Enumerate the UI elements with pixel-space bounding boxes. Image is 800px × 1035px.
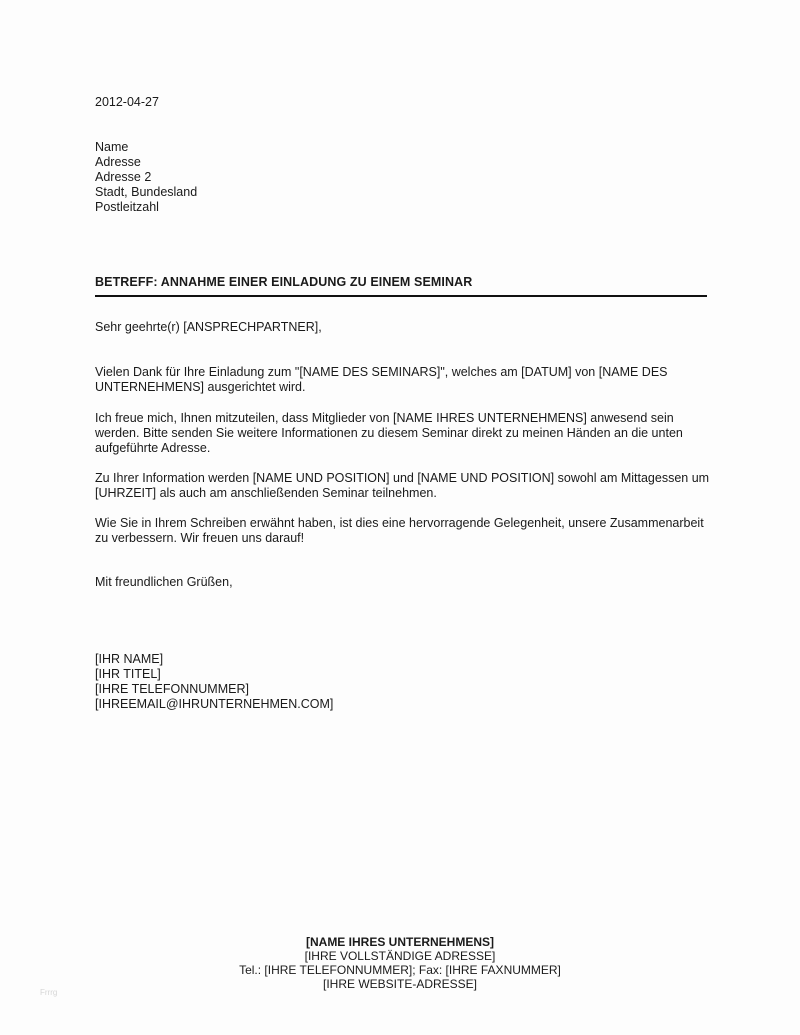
recipient-address2: Adresse 2 [95, 170, 152, 184]
signature-title: [IHR TITEL] [95, 667, 161, 681]
signature-email: [IHREEMAIL@IHRUNTERNEHMEN.COM] [95, 697, 334, 711]
subject-line: BETREFF: ANNAHME EINER EINLADUNG ZU EINEM SEMINAR [95, 275, 473, 289]
signature-phone: [IHRE TELEFONNUMMER] [95, 682, 249, 696]
body-paragraph: Ich freue mich, Ihnen mitzuteilen, dass Mitglieder von [NAME IHRES UNTERNEHMENS] anwesend sein werden. Bitte senden Sie weitere Informationen zu diesem Seminar direkt zu meinen Händen an die unten aufgeführte Adresse. [95, 411, 683, 455]
recipient-postal-code: Postleitzahl [95, 200, 159, 214]
salutation: Sehr geehrte(r) [ANSPRECHPARTNER], [95, 320, 322, 334]
letter-date: 2012-04-27 [95, 95, 159, 109]
signature-name: [IHR NAME] [95, 652, 164, 666]
footer-contact: Tel.: [IHRE TELEFONNUMMER]; Fax: [IHRE FAXNUMMER] [239, 963, 561, 977]
letterhead-footer [0, 935, 800, 991]
footer-website: [IHRE WEBSITE-ADRESSE] [322, 977, 478, 991]
watermark: Frrrg [40, 988, 58, 997]
body-paragraph: Zu Ihrer Information werden [NAME UND POSITION] und [NAME UND POSITION] sowohl am Mittagessen um [UHRZEIT] als auch am anschließenden Seminar teilnehmen. [95, 471, 710, 500]
recipient-city-state: Stadt, Bundesland [95, 185, 198, 199]
footer-address: [IHRE VOLLSTÄNDIGE ADRESSE] [304, 949, 496, 963]
recipient-address-block [95, 140, 197, 215]
recipient-name: Name [95, 140, 129, 154]
subject-divider [95, 295, 707, 297]
signature-block [95, 652, 333, 712]
recipient-address: Adresse [95, 155, 141, 169]
closing: Mit freundlichen Grüßen, [95, 575, 233, 589]
body-paragraph: Vielen Dank für Ihre Einladung zum "[NAME DES SEMINARS]", welches am [DATUM] von [NAME DES UNTERNEHMENS] ausgerichtet wird. [95, 365, 668, 394]
footer-company: [NAME IHRES UNTERNEHMENS] [305, 935, 494, 949]
body-paragraph: Wie Sie in Ihrem Schreiben erwähnt haben, ist dies eine hervorragende Gelegenheit, unsere Zusammenarbeit zu verbessern. Wir freuen uns darauf! [95, 516, 704, 545]
